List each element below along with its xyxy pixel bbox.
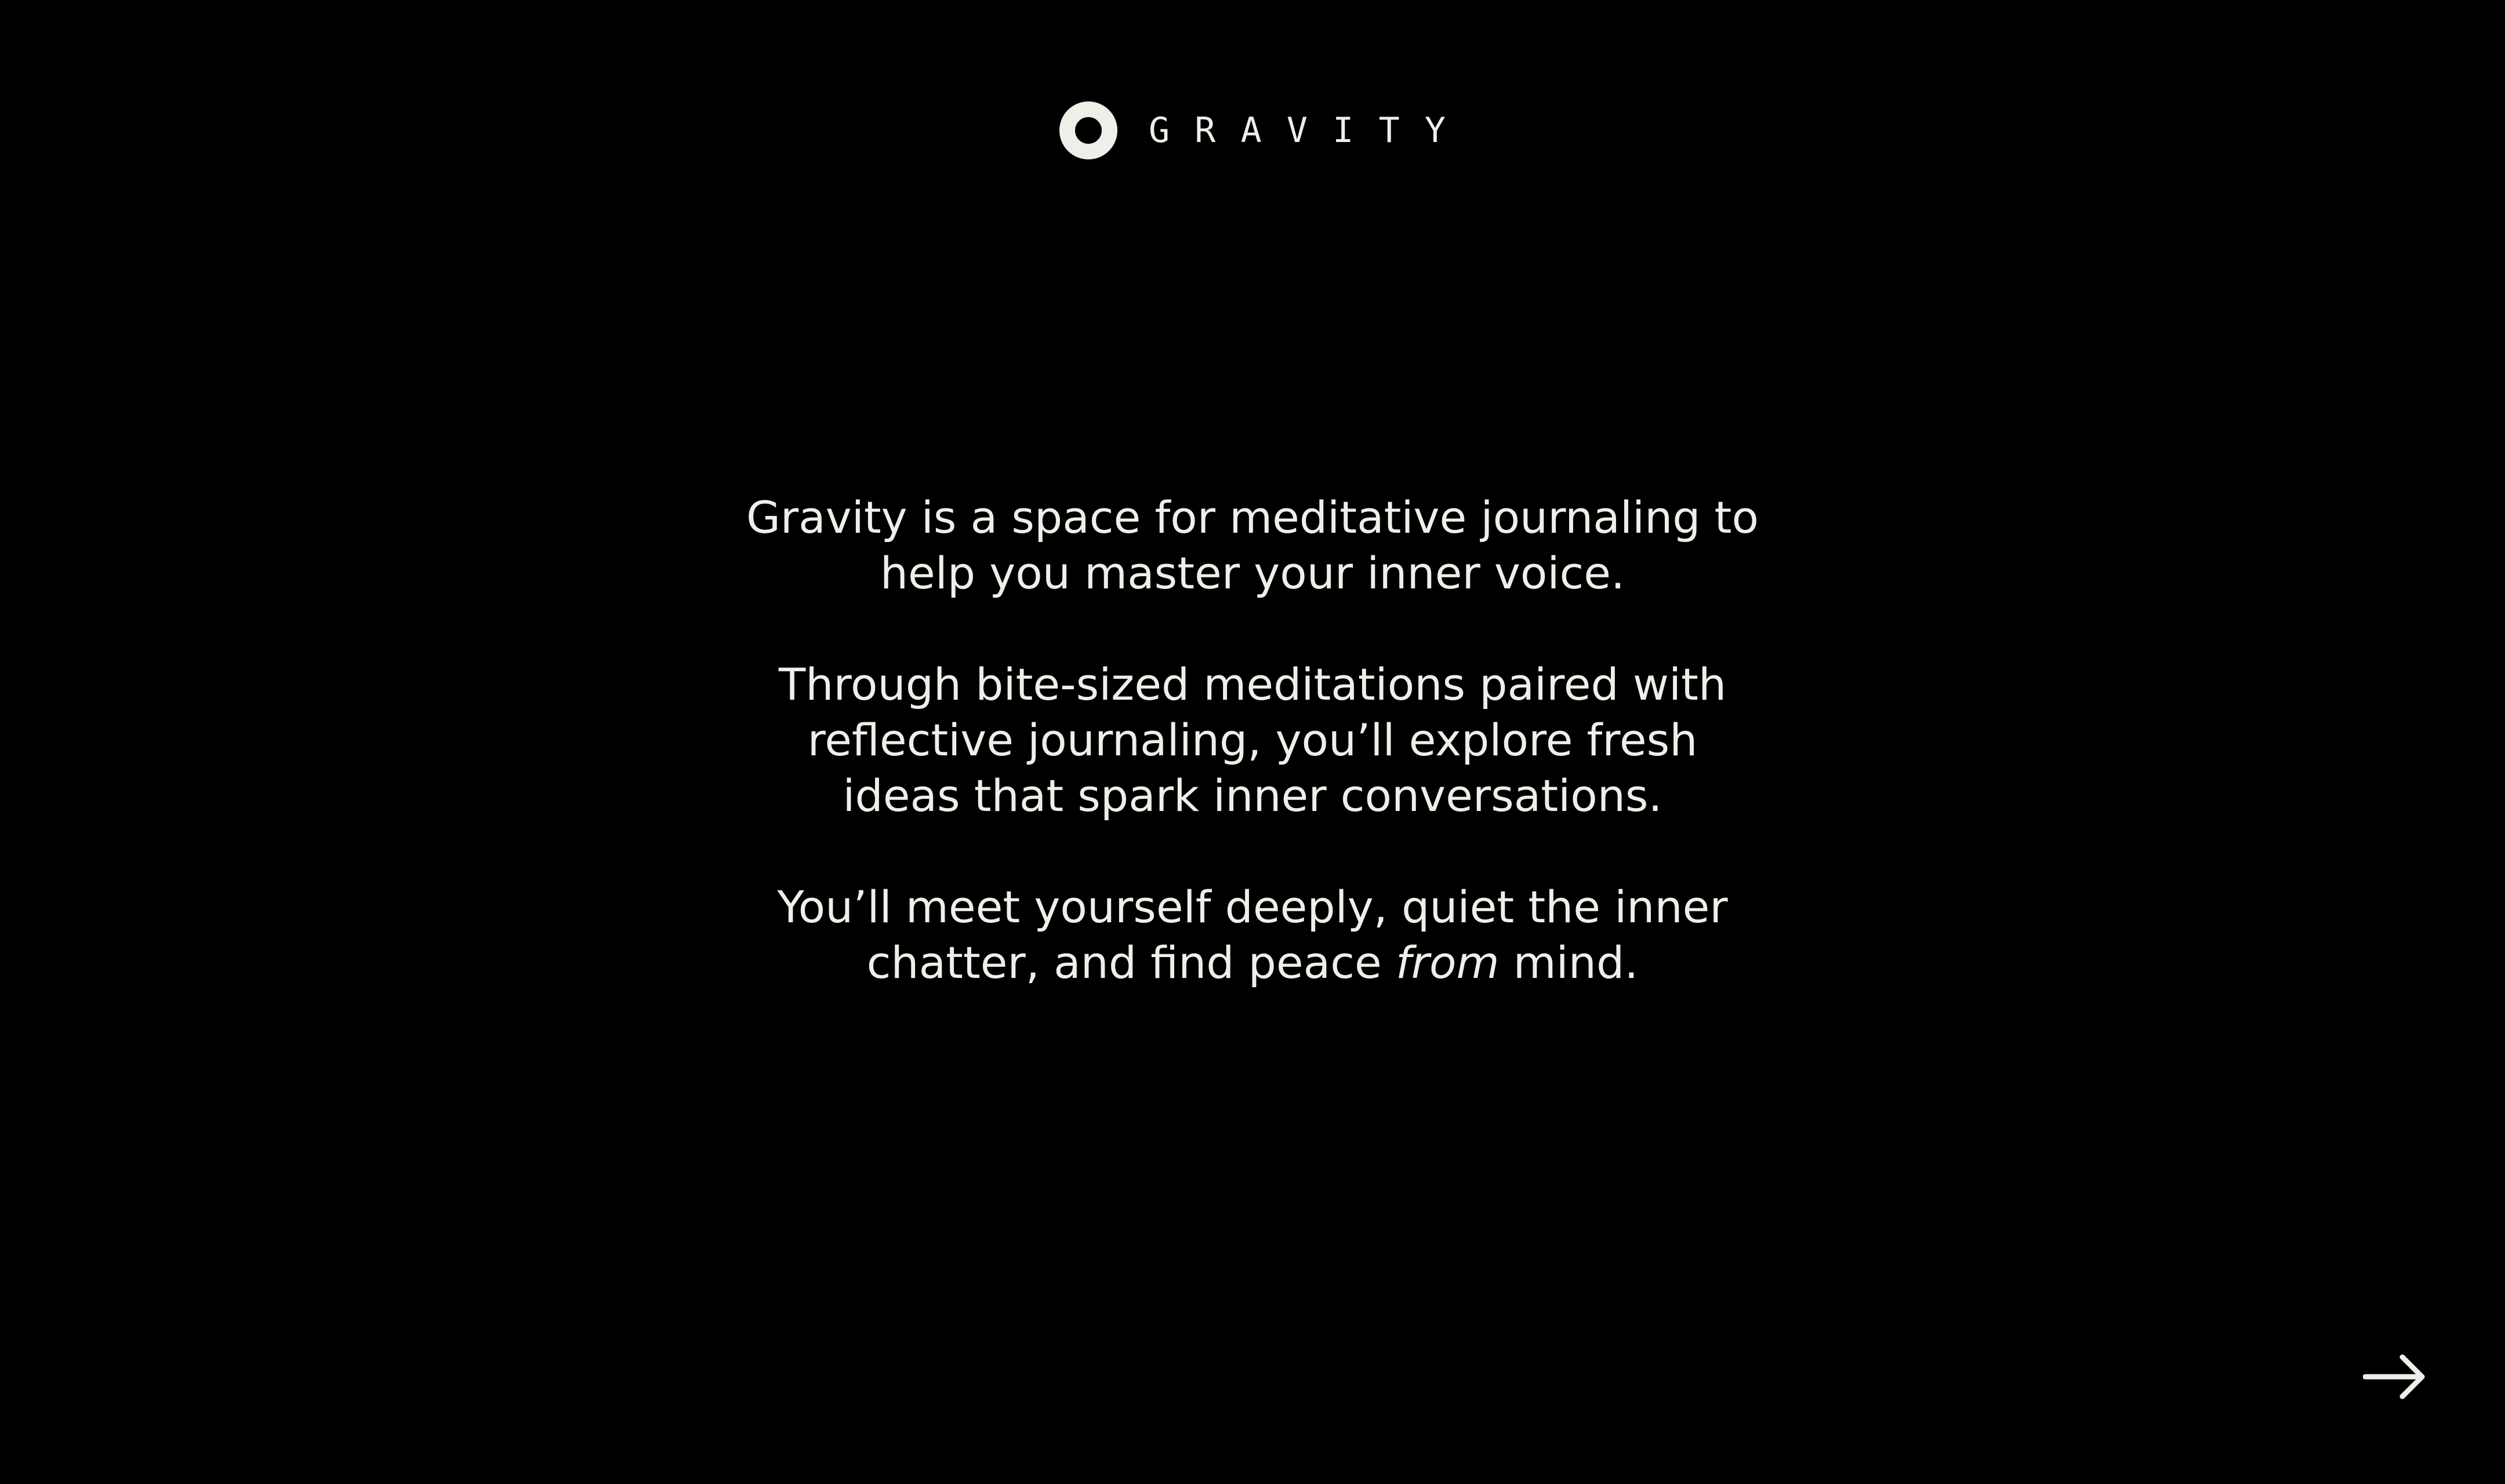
intro-p3-line-2-after: mind. — [1499, 937, 1639, 988]
intro-paragraph-3 — [696, 879, 1809, 991]
intro-text — [696, 490, 1809, 991]
intro-p2-line-2: reflective journaling, you’ll explore fresh — [807, 714, 1698, 766]
brand-wordmark: GRAVITY — [1148, 110, 1471, 151]
intro-p3-line-2-before: chatter, and find peace — [866, 937, 1396, 988]
intro-p2-line-3: ideas that spark inner conversations. — [843, 770, 1662, 821]
intro-p3-line-1: You’ll meet yourself deeply, quiet the inner — [777, 881, 1728, 933]
intro-p1-line-1: Gravity is a space for meditative journaling to — [746, 492, 1759, 543]
intro-paragraph-1 — [696, 490, 1809, 601]
intro-emphasis-from: from — [1395, 937, 1500, 988]
next-button[interactable] — [2354, 1345, 2435, 1409]
intro-p3-line-2 — [696, 935, 1809, 991]
intro-p1-line-2: help you master your inner voice. — [880, 547, 1625, 599]
arrow-right-icon — [2363, 1354, 2427, 1400]
ring-logo-icon — [1059, 101, 1117, 159]
brand-logo — [0, 99, 2505, 162]
intro-p2-line-1: Through bite-sized meditations paired with — [778, 659, 1727, 710]
intro-paragraph-2 — [696, 657, 1809, 824]
